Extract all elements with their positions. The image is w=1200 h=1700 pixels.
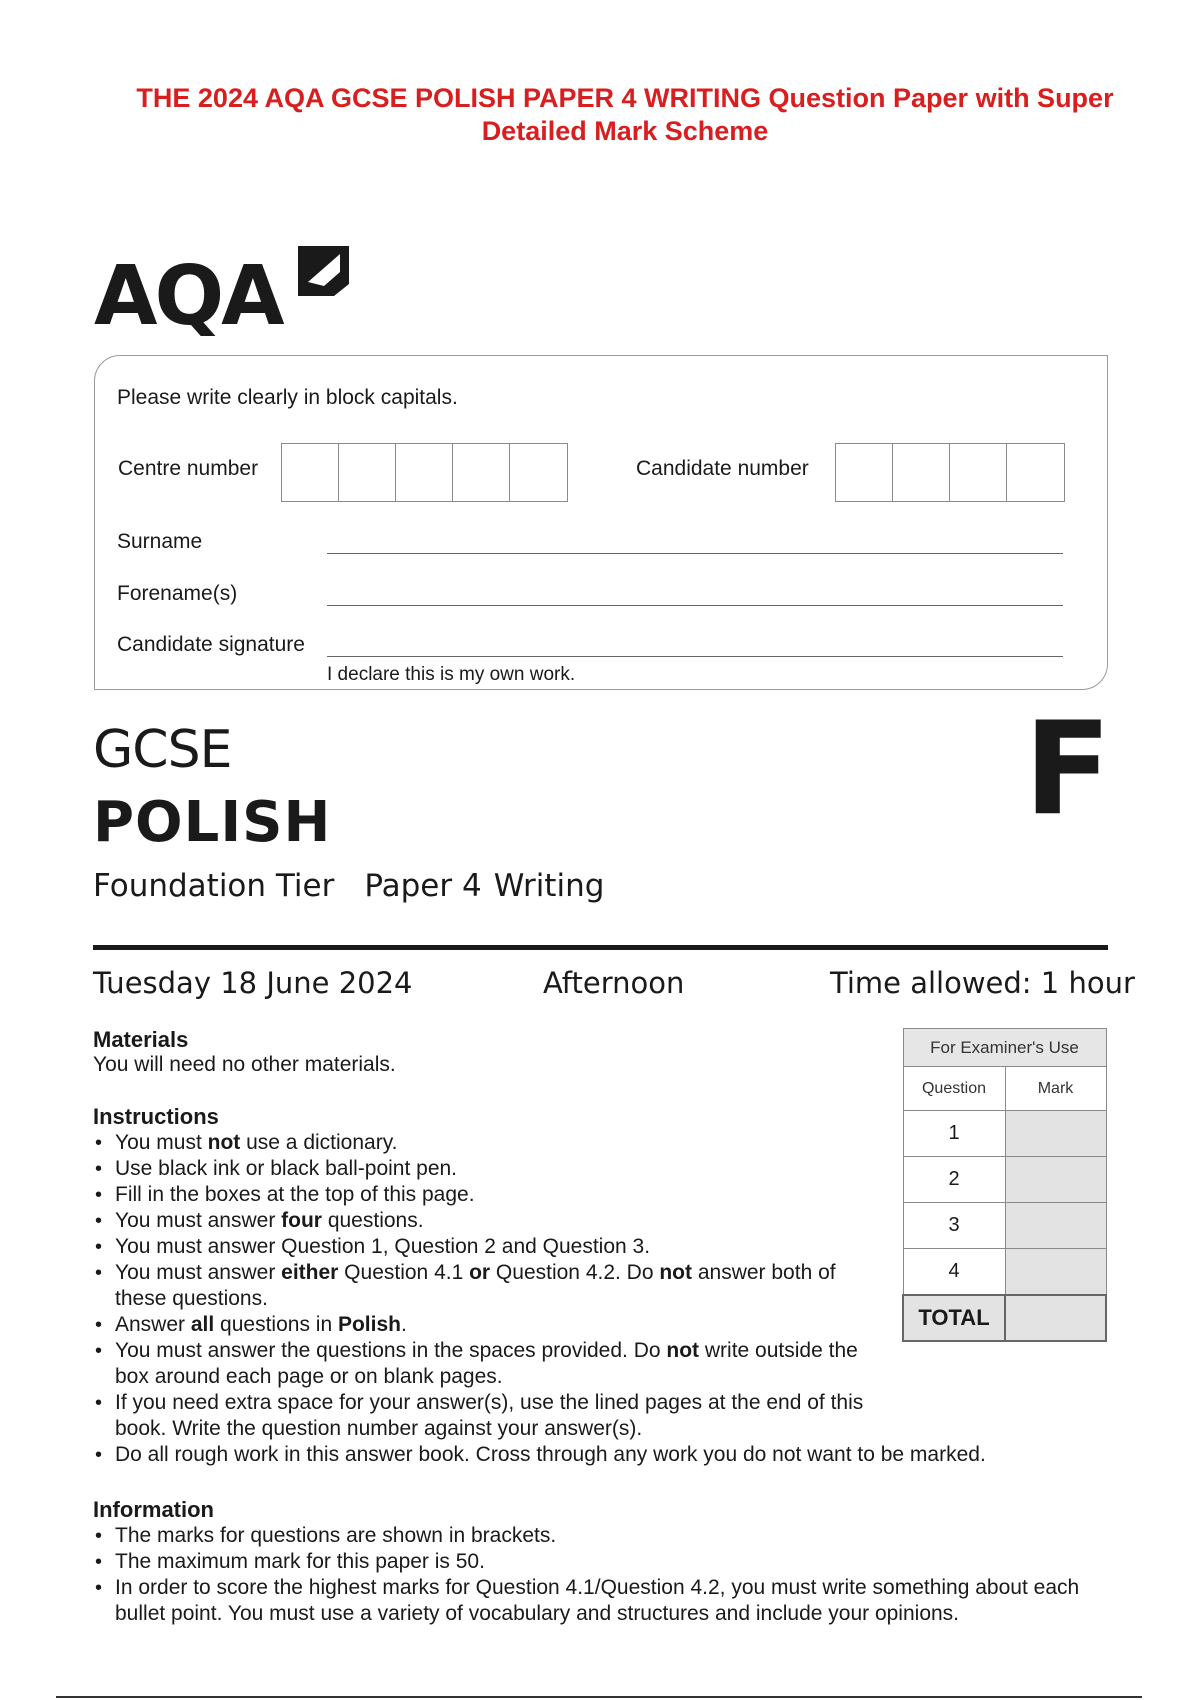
question-number: 1 [903,1111,1005,1157]
total-mark-cell [1005,1295,1106,1341]
paper-number: Paper 4 [364,868,482,904]
tier-letter: F [1024,695,1112,844]
examiner-use-table [902,1028,1107,1342]
question-column-header: Question [903,1067,1005,1111]
list-item: • Answer all questions in Polish. [93,1312,873,1338]
list-item: • You must answer four questions. [93,1208,873,1234]
block-capitals-instruction: Please write clearly in block capitals. [117,386,458,409]
list-item: • In order to score the highest marks for Question 4.1/Question 4.2, you must write something about each bullet point. You must use a variety of vocabulary and structures and include your opinions. [93,1575,1108,1627]
list-item: • If you need extra space for your answer(s), use the lined pages at the end of this book. Write the question number against your answer(s). [93,1390,873,1442]
time-allowed: Time allowed: 1 hour [830,966,1135,1000]
own-work-declaration: I declare this is my own work. [327,664,576,685]
forenames-field[interactable] [327,605,1063,606]
signature-label: Candidate signature [117,633,305,656]
list-item: • The maximum mark for this paper is 50. [93,1549,1108,1575]
table-row [903,1157,1106,1203]
centre-number-digit[interactable] [339,444,396,501]
surname-field[interactable] [327,553,1063,554]
mark-column-header: Mark [1005,1067,1106,1111]
list-item: • Fill in the boxes at the top of this page. [93,1182,873,1208]
component-label: Writing [493,868,605,904]
subject-title: POLISH [93,790,332,855]
list-item: • Use black ink or black ball-point pen. [93,1156,873,1182]
forenames-label: Forename(s) [117,582,238,605]
examiner-table-title: For Examiner's Use [903,1029,1106,1067]
table-row [903,1203,1106,1249]
header-divider [93,945,1108,950]
mark-cell [1005,1203,1106,1249]
paper-subtitle [93,868,634,904]
exam-date: Tuesday 18 June 2024 [93,966,413,1000]
tier-label: Foundation Tier [93,868,335,904]
aqa-logo [94,236,364,336]
list-item: • You must answer either Question 4.1 or Question 4.2. Do not answer both of these questions. [93,1260,873,1312]
table-row [903,1249,1106,1295]
list-item: • The marks for questions are shown in brackets. [93,1523,1108,1549]
candidate-number-digit[interactable] [1007,444,1064,501]
candidate-number-boxes [835,443,1065,502]
mark-cell [1005,1249,1106,1295]
materials-heading: Materials [93,1027,189,1052]
centre-number-digit[interactable] [510,444,567,501]
list-item: • You must answer Question 1, Question 2 and Question 3. [93,1234,873,1260]
centre-number-digit[interactable] [396,444,453,501]
banner-line-2: Detailed Mark Scheme [481,116,769,146]
banner-line-1: THE 2024 AQA GCSE POLISH PAPER 4 WRITING Question Paper with Super [136,83,1114,113]
centre-number-digit[interactable] [453,444,510,501]
mark-cell [1005,1111,1106,1157]
information-heading: Information [93,1497,214,1522]
qualification-title: GCSE [93,720,232,780]
list-item: • You must answer the questions in the spaces provided. Do not write outside the box around each page or on blank pages. [93,1338,873,1390]
candidate-number-digit[interactable] [950,444,1007,501]
question-number: 2 [903,1157,1005,1203]
question-number: 3 [903,1203,1005,1249]
centre-number-digit[interactable] [282,444,339,501]
signature-field[interactable] [327,656,1063,657]
candidate-details-box [94,355,1108,690]
candidate-number-digit[interactable] [893,444,950,501]
instructions-heading: Instructions [93,1104,219,1129]
exam-session: Afternoon [543,966,685,1000]
materials-text: You will need no other materials. [93,1053,396,1076]
question-number: 4 [903,1249,1005,1295]
information-list [93,1523,1108,1627]
footer-divider [56,1696,1142,1698]
candidate-number-label: Candidate number [636,457,809,480]
list-item: • Do all rough work in this answer book. Cross through any work you do not want to be marked. [93,1442,1093,1468]
total-label: TOTAL [903,1295,1005,1341]
surname-label: Surname [117,530,203,553]
list-item: • You must not use a dictionary. [93,1130,873,1156]
promo-banner [100,82,1150,148]
aqa-logo-text: AQA [94,249,282,336]
mark-cell [1005,1157,1106,1203]
centre-number-boxes [281,443,568,502]
candidate-number-digit[interactable] [836,444,893,501]
table-row [903,1111,1106,1157]
centre-number-label: Centre number [118,457,259,480]
aqa-tick-icon [298,246,349,296]
total-row [903,1295,1106,1341]
